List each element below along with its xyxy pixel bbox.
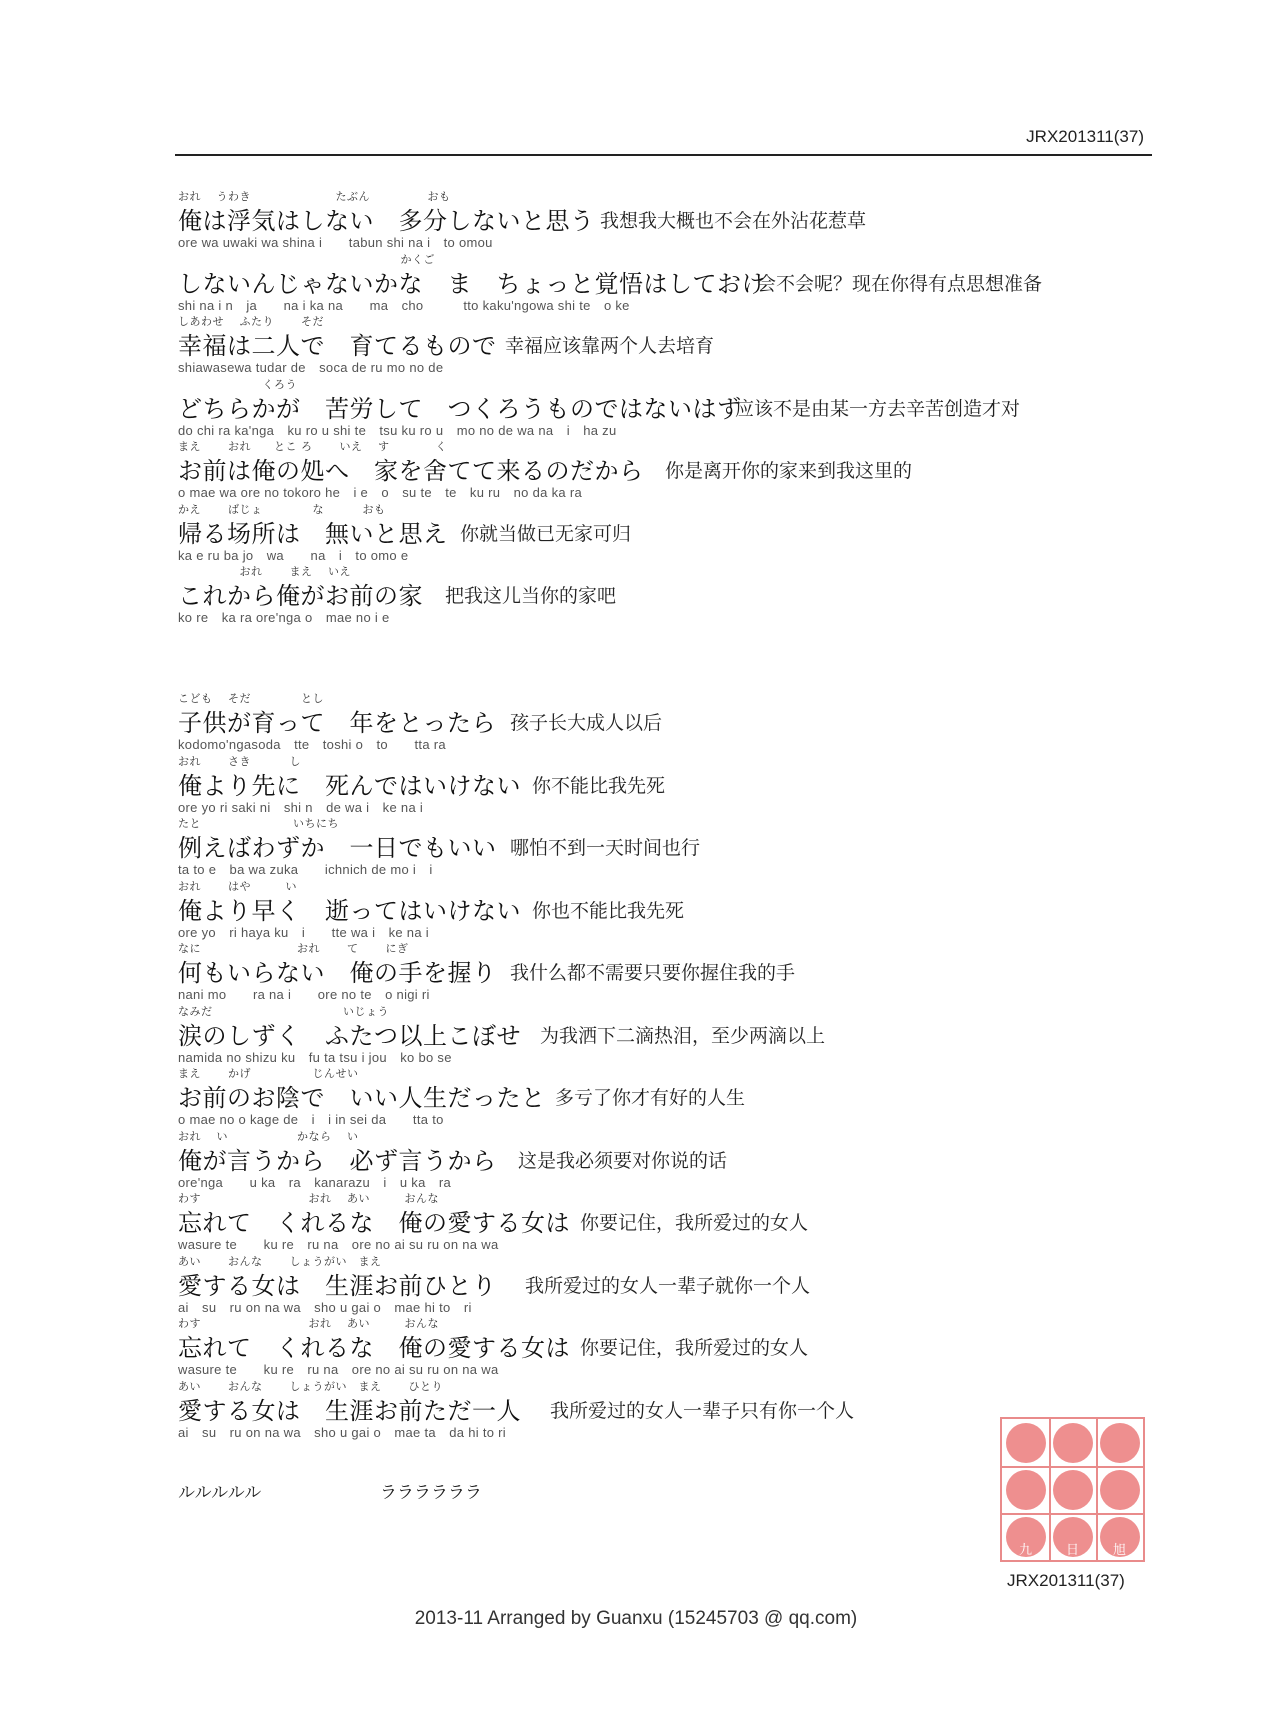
chinese-translation: 哪怕不到一天时间也行	[510, 837, 701, 859]
seal-char: 九	[1018, 1543, 1032, 1558]
furigana: わす おれ あい おんな	[178, 1317, 439, 1330]
seal-stamp	[1000, 1417, 1145, 1562]
romaji-text: ore yo ri haya ku i tte wa i ke na i	[178, 924, 429, 940]
romaji-text: shiawasewa tudar de soca de ru mo no de	[178, 360, 444, 375]
chinese-translation: 幸福应该靠两个人去培育	[505, 335, 715, 357]
chinese-translation: 我所爱过的女人一辈子只有你一个人	[550, 1399, 855, 1422]
furigana: たと いちにち	[178, 817, 339, 830]
romaji-text: ore'nga u ka ra kanarazu i u ka ra	[178, 1174, 452, 1190]
furigana: なみだ いじょう	[178, 1004, 389, 1018]
furigana: かくご	[178, 252, 435, 266]
chinese-translation: 多亏了你才有好的人生	[555, 1087, 746, 1109]
romaji-text: ore yo ri saki ni shi n de wa i ke na i	[178, 799, 424, 815]
furigana: おれ はや い	[178, 879, 297, 893]
romaji-text: wasure te ku re ru na ore no ai su ru on na wa	[178, 1362, 499, 1377]
header-code: JRX201311(37)	[1026, 127, 1144, 146]
seal-divider	[1002, 1513, 1143, 1515]
stamp-code: JRX201311(37)	[1007, 1571, 1125, 1590]
outro-left: ルルルルル	[178, 1483, 262, 1503]
japanese-lyric: 何もいらない 俺の手を握り	[178, 959, 497, 987]
japanese-lyric: お前のお陰で いい人生だったと	[178, 1084, 546, 1112]
japanese-lyric: しないんじゃないかな ま ちょっと覚悟はしておけ	[178, 269, 766, 298]
outro-right: ララララララ	[380, 1483, 482, 1503]
japanese-lyric: 俺が言うから 必ず言うから	[178, 1146, 497, 1175]
furigana: まえ おれ とこ ろ いえ す く	[178, 440, 447, 453]
japanese-lyric: お前は俺の処へ 家を舍てて来るのだから	[178, 457, 644, 485]
chinese-translation: 你也不能比我先死	[532, 899, 685, 922]
romaji-text: ka e ru ba jo wa na i to omo e	[178, 547, 409, 563]
furigana: しあわせ ふたり そだ	[178, 315, 324, 328]
furigana: わす おれ あい おんな	[178, 1192, 439, 1205]
chinese-translation: 为我洒下二滴热泪，至少两滴以上	[540, 1024, 826, 1047]
romaji-text: ai su ru on na wa sho u gai o mae ta da hi to ri	[178, 1424, 506, 1440]
chinese-translation: 会不会呢？现在你得有点思想准备	[757, 272, 1043, 295]
chinese-translation: 你要记住，我所爱过的女人	[580, 1337, 809, 1359]
japanese-lyric: 愛する女は 生涯お前ただ一人	[178, 1396, 521, 1425]
furigana: おれ うわき たぶん おも	[178, 190, 451, 203]
seal-dot	[1053, 1470, 1093, 1510]
japanese-lyric: 俺より早く 逝ってはいけない	[178, 896, 521, 925]
furigana: まえ かげ じんせい	[178, 1067, 359, 1080]
furigana: あい おんな しょうがい まえ ひとり	[178, 1379, 443, 1393]
seal-dot	[1100, 1470, 1140, 1510]
romaji-text: namida no shizu ku fu ta tsu i jou ko bo se	[178, 1049, 452, 1065]
chinese-translation: 我什么都不需要只要你握住我的手	[510, 962, 796, 984]
japanese-lyric: 例えばわずか 一日でもいい	[178, 834, 497, 862]
chinese-translation: 你不能比我先死	[532, 774, 666, 797]
japanese-lyric: 子供が育って 年をとったら	[178, 709, 497, 737]
chinese-translation: 你是离开你的家来到我这里的	[665, 460, 913, 482]
furigana: くろう	[178, 377, 297, 391]
seal-dot-grid	[1005, 1422, 1140, 1557]
chinese-translation: 把我这儿当你的家吧	[445, 585, 617, 607]
seal-char: 日	[1065, 1543, 1079, 1558]
japanese-lyric: 忘れて くれるな 俺の愛する女は	[178, 1209, 570, 1237]
footer-credit: 2013-11 Arranged by Guanxu (15245703 @ qq.com)	[414, 1608, 858, 1629]
romaji-text: wasure te ku re ru na ore no ai su ru on na wa	[178, 1237, 499, 1252]
romaji-text: shi na i n ja na i ka na ma cho tto kaku'ngowa shi te o ke	[178, 297, 630, 313]
romaji-text: ore wa uwaki wa shina i tabun shi na i to omou	[178, 235, 493, 250]
chinese-translation: 这是我必须要对你说的话	[518, 1149, 728, 1172]
seal-dot	[1100, 1423, 1140, 1463]
japanese-lyric: 俺は浮気はしない 多分しないと思う	[178, 207, 595, 235]
chinese-translation: 我想我大概也不会在外沾花惹草	[600, 210, 867, 232]
seal-dot	[1006, 1470, 1046, 1510]
chinese-translation: 孩子长大成人以后	[510, 712, 663, 734]
japanese-lyric: 帰る场所は 無いと思え	[178, 519, 448, 548]
chinese-translation: 我所爱过的女人一辈子就你一个人	[525, 1274, 811, 1297]
romaji-text: o mae wa ore no tokoro he i e o su te te ku ru no da ka ra	[178, 485, 582, 500]
japanese-lyric: 愛する女は 生涯お前ひとり	[178, 1271, 497, 1300]
romaji-text: kodomo'ngasoda tte toshi o to tta ra	[178, 737, 446, 752]
seal-dot	[1006, 1423, 1046, 1463]
seal-divider	[1002, 1466, 1143, 1468]
japanese-lyric: どちらかが 苦労して つくろうものではないはず	[178, 394, 742, 423]
romaji-text: o mae no o kage de i i in sei da tta to	[178, 1112, 444, 1127]
furigana: こども そだ とし	[178, 692, 324, 705]
seal-dot	[1053, 1423, 1093, 1463]
romaji-text: ta to e ba wa zuka ichnich de mo i i	[178, 862, 433, 877]
japanese-lyric: これから俺がお前の家	[178, 582, 423, 610]
seal-char: 旭	[1112, 1543, 1126, 1558]
japanese-lyric: 幸福は二人で 育てるもので	[178, 332, 497, 360]
japanese-lyric: 忘れて くれるな 俺の愛する女は	[178, 1334, 570, 1362]
furigana: かえ ばじょ な おも	[178, 502, 386, 516]
furigana: おれ さき し	[178, 754, 301, 768]
furigana: おれ まえ いえ	[178, 565, 351, 578]
romaji-text: nani mo ra na i ore no te o nigi ri	[178, 987, 430, 1002]
romaji-text: do chi ra ka'nga ku ro u shi te tsu ku ro u mo no de wa na i ha zu	[178, 422, 617, 438]
furigana: なに おれ て にぎ	[178, 942, 409, 955]
romaji-text: ai su ru on na wa sho u gai o mae hi to ri	[178, 1299, 472, 1315]
romaji-text: ko re ka ra ore'nga o mae no i e	[178, 610, 390, 625]
japanese-lyric: 俺より先に 死んではいけない	[178, 771, 521, 800]
furigana: あい おんな しょうがい まえ	[178, 1254, 382, 1268]
chinese-translation: 你就当做已无家可归	[460, 522, 632, 545]
furigana: おれ い かなら い	[178, 1129, 359, 1143]
chinese-translation: 应该不是由某一方去辛苦创造才对	[735, 397, 1021, 420]
chinese-translation: 你要记住，我所爱过的女人	[580, 1212, 809, 1234]
seal-text	[1002, 1539, 1143, 1558]
japanese-lyric: 涙のしずく ふたつ以上こぼせ	[178, 1021, 521, 1050]
